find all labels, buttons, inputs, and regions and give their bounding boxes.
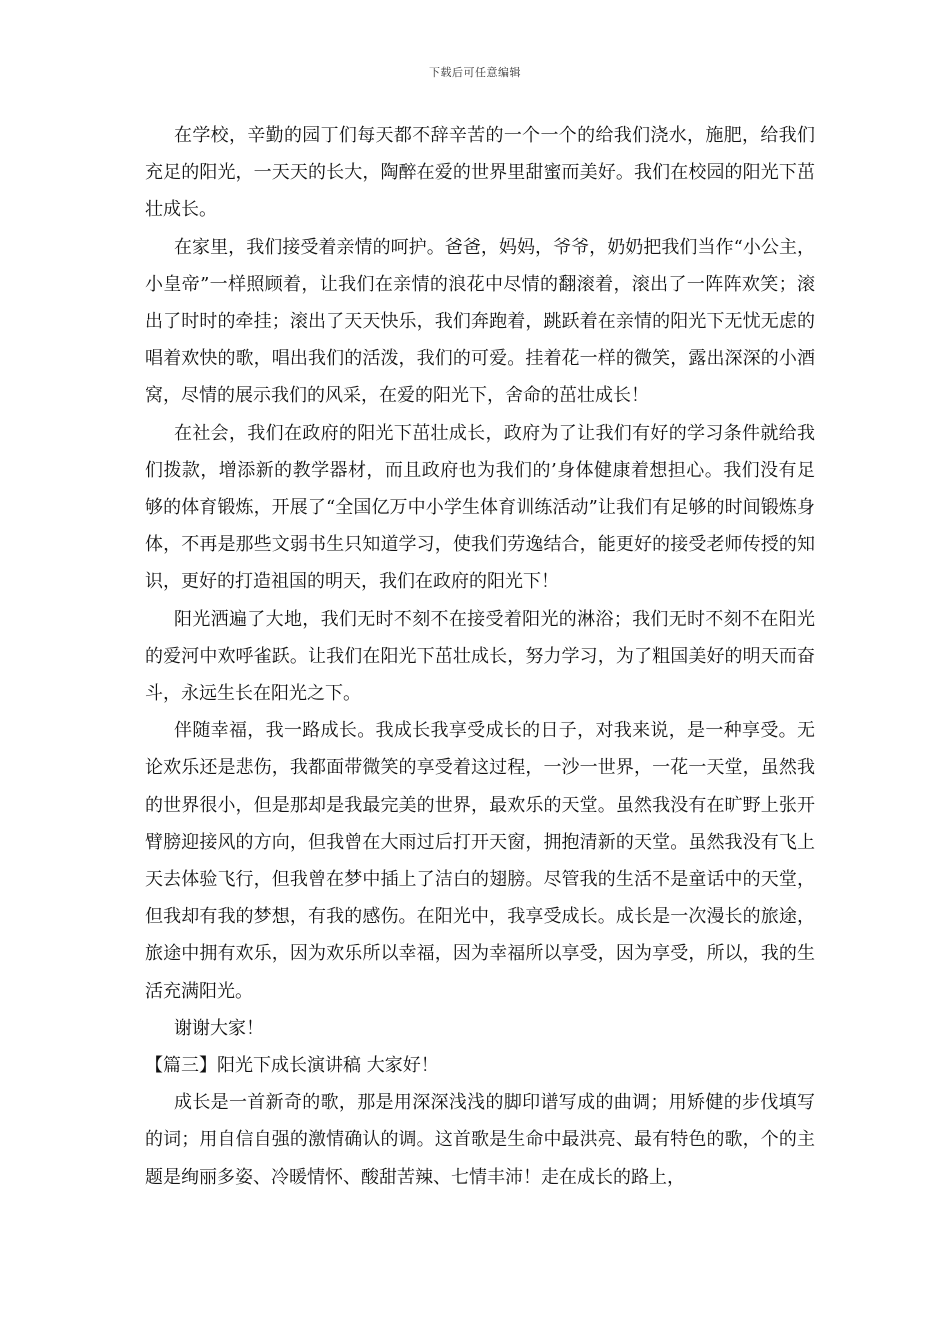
paragraph-happiness: 伴随幸福，我一路成长。我成长我享受成长的日子，对我来说，是一种享受。无论欢乐还是悲伤，我都面带微笑的享受着这过程，一沙一世界，一花一天堂，虽然我的世界很小，但是那却是我最完美的世界，最欢乐的天堂。虽然我没有在旷野上张开臂膀迎接风的方向，但我曾在大雨过后打开天窗，拥抱清新的天堂。虽然我没有飞上天去体验飞行，但我曾在梦中插上了洁白的翅膀。尽管我的生活不是童话中的天堂，但我却有我的梦想，有我的感伤。在阳光中，我享受成长。成长是一次漫长的旅途，旅途中拥有欢乐，因为欢乐所以幸福，因为幸福所以享受，因为享受，所以，我的生活充满阳光。	[145, 720, 815, 1002]
paragraph-society: 在社会，我们在政府的阳光下茁壮成长，政府为了让我们有好的学习条件就给我们拨款，增添新的教学器材，而且政府也为我们的’身体健康着想担心。我们没有足够的体育锻炼，开展了“全国亿万中小学生体育训练活动”让我们有足够的时间锻炼身体，不再是那些文弱书生只知道学习，使我们劳逸结合，能更好的接受老师传授的知识，更好的打造祖国的明天，我们在政府的阳光下！	[145, 422, 815, 593]
paragraph-home: 在家里，我们接受着亲情的呵护。爸爸，妈妈，爷爷，奶奶把我们当作“小公主，小皇帝”一样照顾着，让我们在亲情的浪花中尽情的翻滚着，滚出了一阵阵欢笑；滚出了时时的牵挂；滚出了天天快乐，我们奔跑着，跳跃着在亲情的阳光下无忧无虑的唱着欢快的歌，唱出我们的活泼，我们的可爱。挂着花一样的微笑，露出深深的小酒窝，尽情的展示我们的风采，在爱的阳光下，舍命的茁壮成长！	[145, 236, 815, 407]
paragraph-thanks: 谢谢大家！	[174, 1017, 264, 1039]
paragraph-school: 在学校，辛勤的园丁们每天都不辞辛苦的一个一个的给我们浇水，施肥，给我们充足的阳光，一天天的长大，陶醉在爱的世界里甜蜜而美好。我们在校园的阳光下茁壮成长。	[145, 125, 815, 221]
section-heading: 【篇三】阳光下成长演讲稿 大家好！	[145, 1055, 439, 1077]
paragraph-growth-song: 成长是一首新奇的歌，那是用深深浅浅的脚印谱写成的曲调；用矫健的步伐填写的词；用自信自强的激情确认的调。这首歌是生命中最洪亮、最有特色的歌，个的主题是绚丽多姿、冷暖情怀、酸甜苦辣、七情丰沛！走在成长的路上，	[145, 1092, 815, 1188]
document-body	[145, 117, 815, 1196]
paragraph-sunshine: 阳光洒遍了大地，我们无时不刻不在接受着阳光的淋浴；我们无时不刻不在阳光的爱河中欢呼雀跃。让我们在阳光下茁壮成长，努力学习，为了粗国美好的明天而奋斗，永远生长在阳光之下。	[145, 608, 815, 705]
page-header: 下载后可任意编辑	[429, 66, 521, 79]
